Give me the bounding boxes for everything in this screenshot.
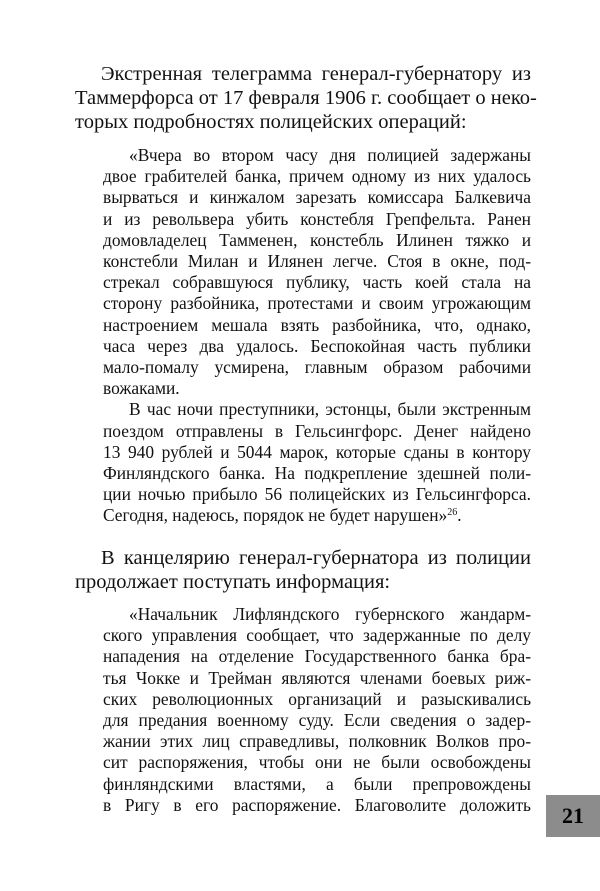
text-line: часа через два удалось. Беспокойная часть публики xyxy=(103,335,531,356)
section1-quote-block xyxy=(103,145,531,527)
text-line: продолжает поступать информация: xyxy=(75,571,391,593)
section2-quote-block xyxy=(103,604,531,816)
text-line: сит распоряжения, чтобы они не были освобождены xyxy=(103,752,531,773)
text-line: Финляндского банка. На подкрепление здешней поли- xyxy=(103,463,531,484)
text-line: сторону разбойника, протестами и своим угрожающим xyxy=(103,293,531,314)
text-line: ских революционных организаций и разыскивались xyxy=(103,688,531,709)
text-line: домовладелец Тамменен, констебль Илинен тяжко и xyxy=(103,229,531,250)
text-line: поездом отправлены в Гельсингфорс. Денег найдено xyxy=(103,420,531,441)
text-line: мало-помалу усмирена, главным образом рабочими xyxy=(103,357,531,378)
text-line: торых подробностях полицейских операций: xyxy=(75,111,467,133)
text-line: настроением мешала взять разбойника, что, однако, xyxy=(103,314,531,335)
text-line: жании этих лиц справедливы, полковник Волков про- xyxy=(103,731,531,752)
text-line: «Вчера во втором часу дня полицией задержаны xyxy=(129,145,531,165)
text-line: вожаками. xyxy=(103,378,180,399)
text-line: 13 940 рублей и 5044 марок, которые сданы в контору xyxy=(103,441,531,462)
text-line-with-footnote: Сегодня, надеюсь, порядок не будет нарушен»$^{26}$. xyxy=(103,505,462,526)
text-line: стрекал собравшуюся публику, часть коей стала на xyxy=(103,272,531,293)
text-line: В канцелярию генерал-губернатора из полиции xyxy=(101,547,531,569)
text-line: Экстренная телеграмма генерал-губернатору из xyxy=(101,63,531,85)
section2-intro-paragraph xyxy=(75,546,531,594)
text-line: финляндскими властями, а были препровождены xyxy=(103,773,531,794)
text-line: в Ригу в его распоряжение. Благоволите доложить xyxy=(103,794,531,815)
text-line: нападения на отделение Государственного банка бра- xyxy=(103,646,531,667)
footnote-reference: 26 xyxy=(447,507,458,519)
text-line: и из револьвера убить констебля Грепфельта. Ранен xyxy=(103,208,531,229)
text-line: двое грабителей банка, причем одному из них удалось xyxy=(103,166,531,187)
text-line: вырваться и кинжалом зарезать комиссара Балкевича xyxy=(103,187,531,208)
text-line: констебли Милан и Илянен легче. Стоя в окне, под- xyxy=(103,251,531,272)
text-line: Таммерфорса от 17 февраля 1906 г. сообщает о неко- xyxy=(75,87,537,109)
text-line: Сегодня, надеюсь, порядок не будет нарушен» xyxy=(103,505,448,526)
text-line: ского управления сообщает, что задержанные по делу xyxy=(103,625,531,646)
text-line: тья Чокке и Трейман являются членами боевых риж- xyxy=(103,667,531,688)
text-line: ции ночью прибыло 56 полицейских из Гельсингфорса. xyxy=(103,484,531,505)
text-line: «Начальник Лифляндского губернского жандарм- xyxy=(129,604,531,624)
page-number: 21 xyxy=(546,795,600,837)
text-line: для предания военному суду. Если сведения о задер- xyxy=(103,710,531,731)
section1-intro-paragraph xyxy=(75,62,537,134)
text-line: В час ночи преступники, эстонцы, были экстренным xyxy=(129,399,531,420)
